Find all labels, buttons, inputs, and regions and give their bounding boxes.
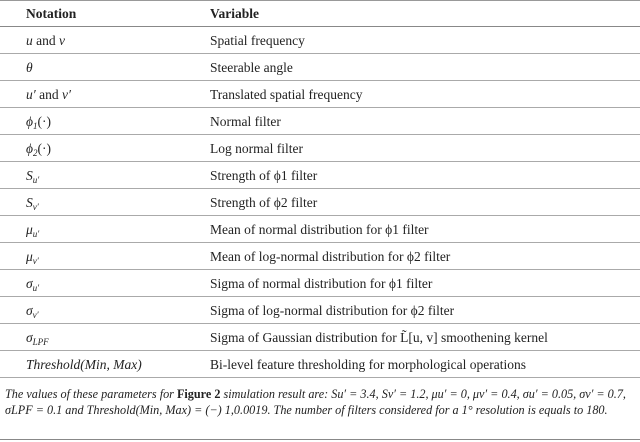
table-row — [0, 54, 640, 81]
table-row — [0, 351, 640, 378]
variable-cell: Log normal filter — [210, 141, 303, 156]
variable-cell: Steerable angle — [210, 60, 293, 75]
notation-cell: $\phi_2(\cdot)$ — [26, 141, 51, 158]
table-row — [0, 189, 640, 216]
table-header — [0, 0, 640, 27]
notation-cell: Threshold(Min, Max) — [26, 357, 142, 372]
table-row — [0, 81, 640, 108]
table-row — [0, 216, 640, 243]
variable-cell: Translated spatial frequency — [210, 87, 363, 102]
variable-cell: Mean of log-normal distribution for ϕ2 filter — [210, 249, 451, 264]
header-variable: Variable — [210, 6, 260, 21]
variable-cell: Spatial frequency — [210, 33, 305, 48]
notation-cell: u′ and v′ — [26, 87, 71, 102]
variable-cell: Sigma of normal distribution for ϕ1 filter — [210, 276, 433, 291]
table-bottom-rule — [0, 439, 640, 440]
footnote-text: simulation result are: Su′ = 3.4, Sv′ = 1.2, μu′ = 0, μv′ = 0.4, σu′ = 0.05, σv′ = 0.7, σLPF = 0.1 and Threshold(Min, Max) = (−) 1,0.0019. The number of filters considered for a 1° resolution is equals to 180. — [5, 387, 626, 417]
table-row — [0, 243, 640, 270]
variable-cell: Strength of ϕ1 filter — [210, 168, 318, 183]
notation-cell: u and v — [26, 33, 65, 48]
table-footnote — [5, 386, 635, 418]
figure-link[interactable]: Figure 2 — [176, 387, 221, 401]
notation-cell: $\sigma_{u'}$ — [26, 276, 40, 293]
notation-cell: $\mu_{v'}$ — [26, 249, 39, 266]
table-row — [0, 162, 640, 189]
variable-cell: Sigma of Gaussian distribution for L̃[u, v] smoothening kernel — [210, 330, 548, 345]
table-row — [0, 135, 640, 162]
notation-cell: $\sigma_{LPF}$ — [26, 330, 49, 347]
variable-cell: Normal filter — [210, 114, 281, 129]
notation-cell: $S_{v'}$ — [26, 195, 39, 212]
variable-cell: Strength of ϕ2 filter — [210, 195, 318, 210]
variable-cell: Bi-level feature thresholding for morphological operations — [210, 357, 527, 372]
notation-cell: $\sigma_{v'}$ — [26, 303, 39, 320]
table-row — [0, 108, 640, 135]
notation-cell: $S_{u'}$ — [26, 168, 40, 185]
footnote-text: The values of these parameters for — [5, 387, 177, 401]
notation-cell: $\mu_{u'}$ — [26, 222, 40, 239]
table-row — [0, 324, 640, 351]
notation-cell: $\phi_1(\cdot)$ — [26, 114, 51, 131]
header-notation: Notation — [26, 6, 77, 21]
table-row — [0, 297, 640, 324]
table-row — [0, 27, 640, 54]
variable-cell: Mean of normal distribution for ϕ1 filter — [210, 222, 429, 237]
variable-cell: Sigma of log-normal distribution for ϕ2 filter — [210, 303, 455, 318]
notation-cell: θ — [26, 60, 33, 75]
table-row — [0, 270, 640, 297]
